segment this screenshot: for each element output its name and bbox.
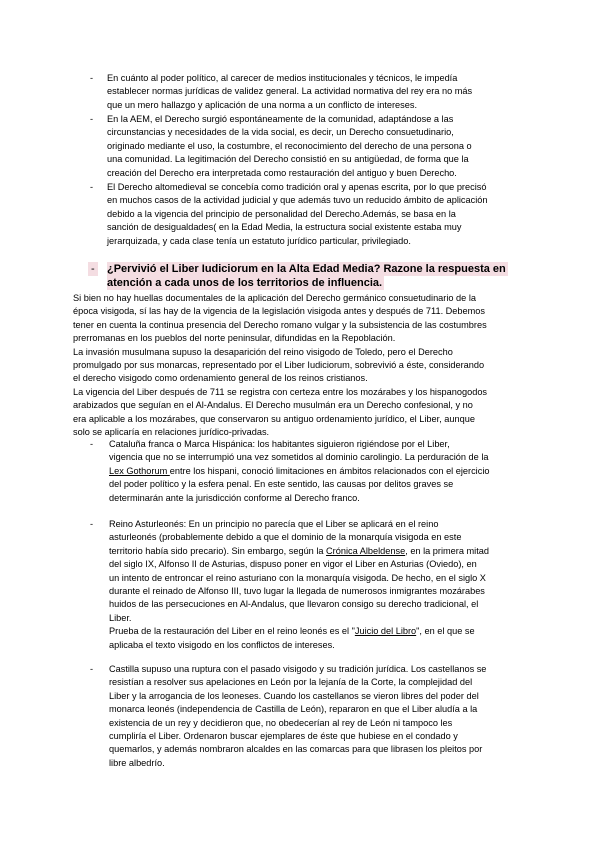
text-line [109,545,489,558]
text-line [109,465,489,478]
text-line: debido a la vigencia del principio de personalidad del Derecho.Además, se basa en la [107,208,456,219]
bullet-marker: - [90,439,94,449]
text-line: monarca leonés (independencia de Castilla de León), repararon en que el Liber aludía a la [109,704,478,715]
text-line: durante el reinado de Alfonso III, tuvo lugar la llegada de numerosos inmigrantes mozárabes [109,585,485,596]
text-line: Reino Asturleonés: En un principio no parecía que el Liber se aplicará en el reino [109,519,439,529]
text-line: Liber. [109,612,132,623]
text-line: libre albedrío. [109,757,165,768]
juicio-del-libro-link[interactable]: Juicio del Libro [354,626,417,637]
bullet-marker: - [90,182,94,192]
text-line: creación del Derecho era interpretada como restauración del antiguo y buen Derecho. [107,167,457,178]
heading-line: ¿Pervivió el Liber Iudiciorum en la Alta Edad Media? Razone la respuesta en [107,263,506,275]
text-line: vigencia que no se interrumpió una vez sometidos al dominio carolingio. La perduración de la [109,452,489,463]
text-line: La invasión musulmana supuso la desaparición del reino visigodo de Toledo, pero el Derecho [73,346,453,357]
text-line: En la AEM, el Derecho surgió espontáneamente de la comunidad, adaptándose a las [107,114,454,124]
answer-body [73,292,487,439]
bullet-marker: - [90,664,94,674]
text-line: prerromanas en los pueblos del norte peninsular, difundidas en la Repoblación. [73,333,396,344]
territory-castilla [109,663,486,770]
text-line: arabizados que seguían en el Al-Andalus. El Derecho musulmán era un Derecho confesional, y no [73,400,473,411]
text-line: del siglo IX, Alfonso II de Asturias, dispuso poner en vigor el Liber en Asturias (Oviedo), en [109,559,477,570]
question-heading [107,262,515,290]
question-marker: - [88,262,98,276]
text-line: El Derecho altomedieval se concebía como tradición oral y apenas escrita, por lo que precisó [107,182,487,192]
text-line: Cataluña franca o Marca Hispánica: los habitantes siguieron rigiéndose por el Liber, [109,439,450,449]
text-line: sanción de desigualdades( en la Edad Media, la estructura social existente estaba muy [107,222,462,233]
text-line: huidos de las persecuciones en Al-Andalus, que llevaron consigo su derecho tradicional, el [109,599,479,610]
text-line: asturleonés (probablemente debido a que el dominio de la monarquía visigoda en este [109,532,462,543]
text-span: territorio había sido precario). Sin embargo, según la [109,545,327,556]
bullet-item [107,181,488,248]
text-line [109,625,489,638]
text-line: Castilla supuso una ruptura con el pasado visigodo y su tradición jurídica. Los castellanos se [109,664,487,674]
text-line: resistían a resolver sus apelaciones en León por la lejanía de la Corte, la complejidad del [109,677,473,688]
cronica-albeldense-link[interactable]: Crónica Albeldense [326,545,406,556]
text-span: , en la primera mitad [405,545,489,556]
text-line: circunstancias y necesidades de la vida social, es decir, un Derecho consuetudinario, [107,127,454,138]
text-line: originado mediante el uso, la costumbre, el reconocimiento del derecho de una persona o [107,140,472,151]
text-span: entre los hispani, conoció limitaciones en ámbitos relacionados con el ejercicio [169,465,490,476]
text-line: La vigencia del Liber después de 711 se registra con certeza entre los mozárabes y los hispanogodos [73,386,488,397]
bullet-item [107,72,472,112]
territory-asturleones [109,518,489,652]
text-line: el derecho visigodo como ordenamiento general de los reinos cristianos. [73,373,368,384]
bullet-marker: - [90,519,94,529]
text-line: del poder político y la esfera penal. En este sentido, las causas por delitos graves se [109,479,454,490]
bullet-marker: - [90,73,94,83]
text-line: Si bien no hay huellas documentales de la aplicación del Derecho germánico consuetudinario de la [73,293,476,303]
text-line: determinarán ante la jurisdicción conforme al Derecho franco. [109,492,360,503]
text-line: en muchos casos de la actividad judicial y que además tuvo un reducido ámbito de aplicación [107,195,488,206]
text-span: Prueba de la restauración del Liber en el reino leonés es el " [109,626,355,637]
text-line: un intento de entroncar el reino asturiano con la monarquía visigoda. De hecho, en el siglo X [109,572,486,583]
text-line: existencia de un rey y decidieron que, no obedecerían al rey de León ni tampoco les [109,717,453,728]
lex-gothorum-link[interactable]: Lex Gothorum [109,465,170,476]
text-line: una comunidad. La legitimación del Derecho consistió en su antigüedad, de forma que la [107,154,469,165]
text-line: quemarlos, y además nombraron alcaldes en las comarcas para que librasen los pleitos por [109,744,483,755]
text-line: cumpliría el Liber. Ordenaron buscar ejemplares de éste que hubiese en el condado y [109,730,458,741]
heading-line: atención a cada unos de los territorios de influencia. [107,277,383,289]
text-line: establecer normas jurídicas de validez general. La actividad normativa del rey era no más [107,86,473,97]
text-line: Liber y la arrogancia de los leoneses. Cuando los castellanos se vieron libres del poder del [109,690,479,701]
text-line: promulgado por sus monarcas, representado por el Liber Iudiciorum, sobrevivió a éste, considerando [73,359,485,370]
text-line: jerarquizada, y cada clase tenía un estatuto jurídico particular, privilegiado. [107,235,411,246]
text-line: aplicaba el texto visigodo en los conflictos de intereses. [109,639,335,650]
text-span: ", en el que se [416,626,475,637]
text-line: En cuánto al poder político, al carecer de medios institucionales y técnicos, le impedía [107,73,458,83]
text-line: que un mero hallazgo y aplicación de una norma a un conflicto de intereses. [107,99,418,110]
bullet-marker: - [90,114,94,124]
text-line: era aplicable a los mozárabes, que conservaron su antiguo ordenamiento jurídico, el Liber, aunque [73,413,475,424]
text-line: solo se aplicaría en relaciones jurídico-privadas. [73,426,270,437]
text-line: tener en cuenta la continua presencia del Derecho romano vulgar y la subsistencia de las costumbres [73,319,487,330]
text-line: época visigoda, sí las hay de la vigencia de la legislación visigoda antes y después de 711. Debemos [73,306,485,317]
territory-cataluna [109,438,489,505]
bullet-item [107,113,472,180]
